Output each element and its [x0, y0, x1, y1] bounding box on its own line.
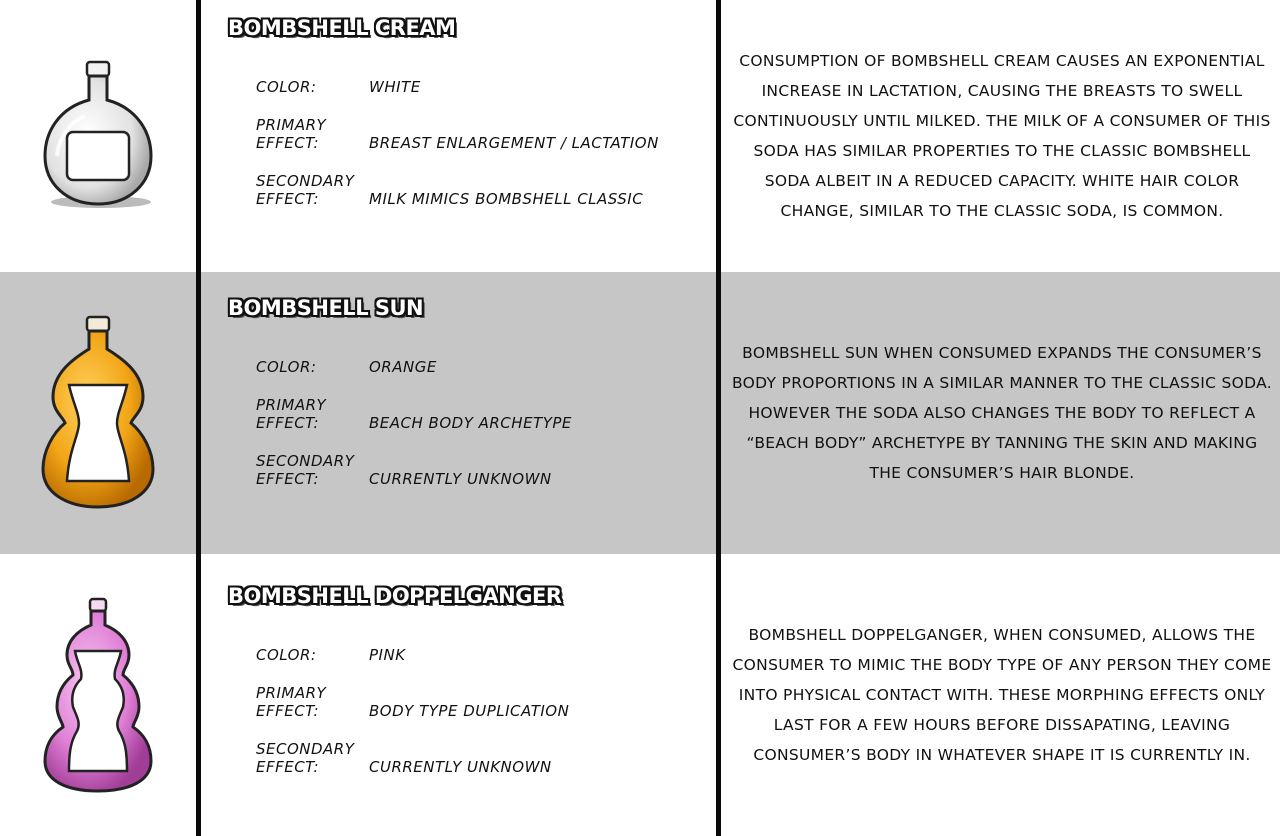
color-value: WHITE — [369, 78, 421, 96]
secondary-label-line2: EFFECT: — [256, 190, 320, 208]
color-label: COLOR: — [256, 646, 317, 664]
color-value: ORANGE — [369, 358, 437, 376]
primary-label-line1: PRIMARY — [256, 684, 327, 702]
secondary-label-line2: EFFECT: — [256, 758, 320, 776]
secondary-label-line1: SECONDARY — [256, 740, 355, 758]
soda-row-cream — [0, 0, 1280, 272]
secondary-label-line1: SECONDARY — [256, 452, 355, 470]
soda-description: BOMBSHELL DOPPELGANGER, WHEN CONSUMED, ALLOWS THE CONSUMER TO MIMIC THE BODY TYPE OF ANY PERSON THEY COME INTO PHYSICAL CONTACT WITH. THESE MORPHING EFFECTS ONLY LAST FOR A FEW HOURS BEFORE DISSAPATING, LEAVING CONSUMER’S BODY IN WHATEVER SHAPE IT IS CURRENTLY IN. — [732, 626, 1272, 764]
primary-label-line2: EFFECT: — [256, 134, 320, 152]
soda-title: BOMBSHELL DOPPELGANGER — [228, 584, 562, 608]
bottle-cell — [0, 0, 196, 272]
soda-description: CONSUMPTION OF BOMBSHELL CREAM CAUSES AN EXPONENTIAL INCREASE IN LACTATION, CAUSING THE BREASTS TO SWELL CONTINUOUSLY UNTIL MILKED. THE MILK OF A CONSUMER OF THIS SODA HAS SIMILAR PROPERTIES TO THE CLASSIC BOMBSHELL SODA ALBEIT IN A REDUCED CAPACITY. WHITE HAIR COLOR CHANGE, SIMILAR TO THE CLASSIC SODA, IS COMMON. — [733, 52, 1271, 220]
soda-title: BOMBSHELL CREAM — [228, 16, 456, 40]
secondary-value: CURRENTLY UNKNOWN — [369, 470, 552, 488]
soda-row-doppelganger — [0, 554, 1280, 836]
bottle-round-icon — [33, 56, 163, 216]
column-divider — [196, 0, 201, 836]
secondary-label-line2: EFFECT: — [256, 470, 320, 488]
soda-info — [228, 554, 708, 836]
soda-description-cell — [724, 554, 1280, 836]
secondary-value: CURRENTLY UNKNOWN — [369, 758, 552, 776]
primary-label-line2: EFFECT: — [256, 414, 320, 432]
bottle-triple-gourd-icon — [33, 595, 163, 795]
color-label: COLOR: — [256, 78, 317, 96]
bottle-cell — [0, 272, 196, 554]
secondary-label-line1: SECONDARY — [256, 172, 355, 190]
soda-description-cell — [724, 0, 1280, 272]
primary-value: BODY TYPE DUPLICATION — [369, 702, 570, 720]
primary-value: BEACH BODY ARCHETYPE — [369, 414, 572, 432]
soda-description-cell — [724, 272, 1280, 554]
soda-title: BOMBSHELL SUN — [228, 296, 424, 320]
primary-label-line1: PRIMARY — [256, 396, 327, 414]
color-label: COLOR: — [256, 358, 317, 376]
column-divider — [716, 0, 721, 836]
soda-description: BOMBSHELL SUN WHEN CONSUMED EXPANDS THE CONSUMER’S BODY PROPORTIONS IN A SIMILAR MANNER TO THE CLASSIC SODA. HOWEVER THE SODA ALSO CHANGES THE BODY TO REFLECT A “BEACH BODY” ARCHETYPE BY TANNING THE SKIN AND MAKING THE CONSUMER’S HAIR BLONDE. — [732, 344, 1272, 482]
color-value: PINK — [369, 646, 406, 664]
soda-info — [228, 0, 708, 272]
soda-info — [228, 272, 708, 554]
secondary-value: MILK MIMICS BOMBSHELL CLASSIC — [369, 190, 644, 208]
bottle-cell — [0, 554, 196, 836]
bottle-gourd-icon — [33, 313, 163, 513]
primary-label-line2: EFFECT: — [256, 702, 320, 720]
primary-label-line1: PRIMARY — [256, 116, 327, 134]
soda-row-sun — [0, 272, 1280, 554]
primary-value: BREAST ENLARGEMENT / LACTATION — [369, 134, 659, 152]
